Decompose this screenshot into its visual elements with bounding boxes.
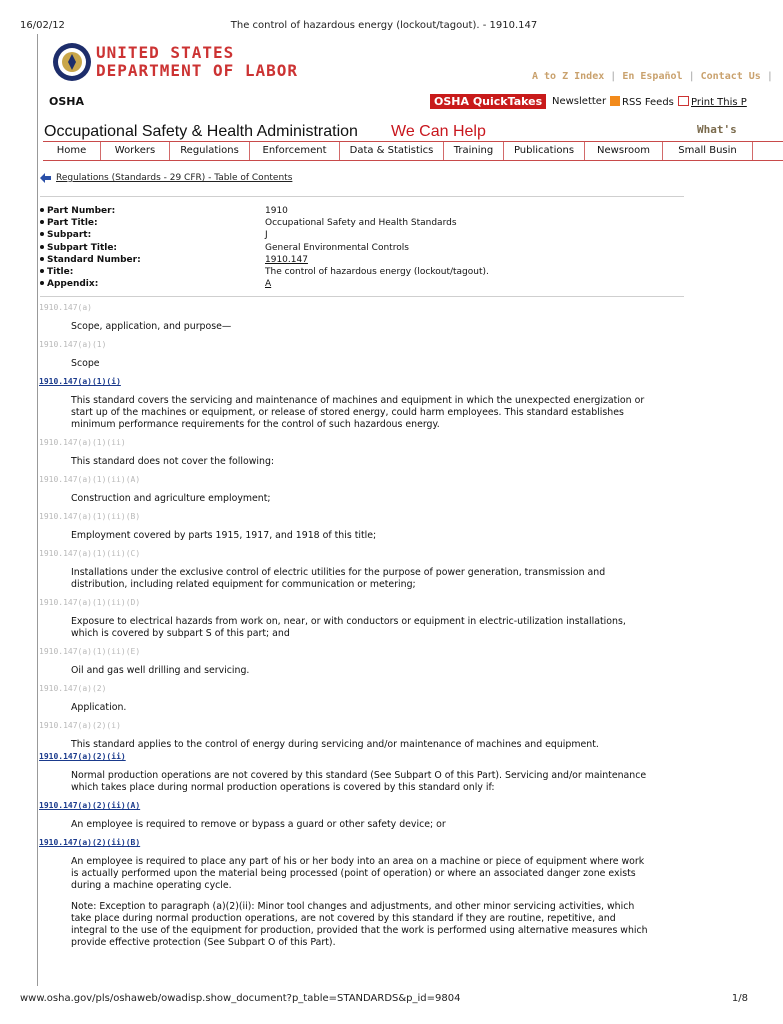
nav-tab-newsroom[interactable]: Newsroom (585, 142, 663, 160)
meta-label: Subpart Title: (47, 242, 118, 253)
back-arrow-icon[interactable] (40, 172, 52, 184)
meta-label: Part Title: (47, 218, 98, 229)
paragraph-text: Normal production operations are not covered by this standard (See Subpart O of this Part). Servicing and/or maintenance which takes place during normal production operations is covered by this standard only if: (71, 770, 647, 793)
paragraph-text: An employee is required to remove or bypass a guard or other safety device; or (71, 819, 446, 830)
paragraph-citation[interactable]: 1910.147(a)(1)(ii)(E) (39, 647, 141, 656)
paragraph-citation[interactable]: 1910.147(a)(1)(ii)(A) (39, 475, 141, 484)
meta-label: Part Number: (47, 206, 116, 216)
nav-tab-workers[interactable]: Workers (101, 142, 170, 160)
paragraph-note: Note: Exception to paragraph (a)(2)(ii): Minor tool changes and adjustments, and other minor servicing activities, which take place during normal production operations, are not covered by this standard if they are routine, repetitive, and integral to the use of the equipment for production, provided that the work is performed using alternative measures which provide effective protection (See Subpart O of this Part). (71, 901, 648, 948)
nav-tab-regulations[interactable]: Regulations (170, 142, 250, 160)
paragraph-citation[interactable]: 1910.147(a)(2) (39, 684, 107, 693)
paragraph-text: Application. (71, 702, 127, 713)
paragraph-text: Installations under the exclusive control of electric utilities for the purpose of power generation, transmission and distribution, including related equipment for communication or metering; (71, 567, 606, 590)
paragraph-text: An employee is required to place any part of his or her body into an area on a machine or piece of equipment where work is actually performed upon the material being processed (point of operation) or where an associated danger zone exists during a machine operating cycle. (71, 856, 645, 891)
page-count: 1/8 (731, 993, 748, 1004)
osha-label: OSHA (49, 95, 84, 108)
standard-number-link[interactable]: 1910.147 (265, 254, 308, 265)
print-title: The control of hazardous energy (lockout/tagout). - 1910.147 (230, 20, 538, 31)
paragraph-citation-link[interactable]: 1910.147(a)(2)(ii)(A) (39, 801, 141, 810)
paragraph-text: Scope, application, and purpose— (71, 321, 232, 332)
print-url: www.osha.gov/pls/oshaweb/owadisp.show_document?p_table=STANDARDS&p_id=9804 (20, 993, 461, 1004)
meta-value: 1910 (265, 206, 288, 216)
paragraph-citation[interactable]: 1910.147(a)(1)(ii) (39, 438, 126, 447)
nav-tab-home[interactable]: Home (43, 142, 101, 160)
divider (40, 196, 684, 197)
printer-icon (678, 96, 689, 106)
paragraph-citation[interactable]: 1910.147(a)(1) (39, 340, 107, 349)
dol-title-line1: UNITED STATES (96, 43, 235, 62)
paragraph-text: This standard applies to the control of energy during servicing and/or maintenance of machines and equipment. (71, 739, 599, 750)
breadcrumb (40, 172, 292, 184)
divider (40, 296, 684, 297)
paragraph-citation[interactable]: 1910.147(a)(1)(ii)(C) (39, 549, 141, 558)
paragraph-citation[interactable]: 1910.147(a)(1)(ii)(D) (39, 598, 141, 607)
meta-label: Standard Number: (47, 254, 141, 265)
dol-seal-icon (52, 42, 92, 82)
nav-tab-small-business[interactable]: Small Busin (663, 142, 753, 160)
breadcrumb-link-toc[interactable]: Regulations (Standards - 29 CFR) - Table of Contents (56, 173, 293, 183)
rss-feeds-link[interactable] (610, 96, 674, 108)
meta-value: J (265, 230, 268, 241)
meta-value: Occupational Safety and Health Standards (265, 218, 457, 229)
paragraph-citation[interactable]: 1910.147(a)(1)(ii)(B) (39, 512, 141, 521)
print-page-link[interactable] (678, 96, 747, 108)
nav-tab-enforcement[interactable]: Enforcement (250, 142, 340, 160)
agency-title: Occupational Safety & Health Administration (44, 123, 358, 140)
paragraph-text: This standard does not cover the following: (71, 456, 275, 467)
rss-feeds-label: RSS Feeds (622, 97, 674, 108)
appendix-link[interactable]: A (265, 279, 272, 290)
nav-tab-publications[interactable]: Publications (504, 142, 585, 160)
paragraph-citation-link[interactable]: 1910.147(a)(2)(ii) (39, 752, 126, 761)
paragraph-text: This standard covers the servicing and maintenance of machines and equipment in which the unexpected energization or start up of the machines or equipment, or release of stored energy, could harm employees. This standard establishes minimum performance requirements for the control of such hazardous energy. (71, 395, 645, 430)
meta-label: Title: (47, 266, 74, 277)
paragraph-citation-link[interactable]: 1910.147(a)(1)(i) (39, 377, 121, 386)
quicktakes-button[interactable]: OSHA QuickTakes (430, 94, 546, 109)
paragraph-text: Construction and agriculture employment; (71, 493, 271, 504)
browser-page (37, 34, 773, 986)
en-espanol-link[interactable]: En Español (622, 71, 683, 82)
dol-title-line2: DEPARTMENT OF LABOR (96, 61, 299, 80)
meta-value: General Environmental Controls (265, 242, 409, 253)
paragraph-citation[interactable]: 1910.147(a)(2)(i) (39, 721, 121, 730)
nav-tab-training[interactable]: Training (444, 142, 504, 160)
a-to-z-link[interactable]: A to Z Index (532, 71, 605, 82)
paragraph-text: Oil and gas well drilling and servicing. (71, 665, 250, 676)
standard-text (38, 298, 769, 949)
paragraph-text: Employment covered by parts 1915, 1917, and 1918 of this title; (71, 530, 377, 541)
contact-us-link[interactable]: Contact Us (700, 71, 761, 82)
print-page-label[interactable]: Print This P (691, 97, 747, 108)
meta-label: Subpart: (47, 230, 92, 241)
paragraph-citation[interactable]: 1910.147(a) (39, 303, 92, 312)
meta-value: The control of hazardous energy (lockout/tagout). (265, 266, 489, 277)
we-can-help-link[interactable]: We Can Help (391, 123, 486, 140)
newsletter-link[interactable]: Newsletter (552, 96, 607, 107)
nav-tab-data-statistics[interactable]: Data & Statistics (340, 142, 444, 160)
main-nav (43, 141, 783, 161)
meta-label: Appendix: (47, 279, 99, 290)
whats-new-link[interactable]: What's (697, 123, 737, 136)
top-links: A to Z Index | En Español | Contact Us | (532, 71, 773, 82)
paragraph-text: Exposure to electrical hazards from work on, near, or with conductors or equipment in electric-utilization installations, which is covered by subpart S of this part; and (71, 616, 626, 639)
paragraph-citation-link[interactable]: 1910.147(a)(2)(ii)(B) (39, 838, 141, 847)
paragraph-text: Scope (71, 358, 100, 369)
rss-icon (610, 96, 620, 106)
print-date: 16/02/12 (20, 20, 65, 31)
